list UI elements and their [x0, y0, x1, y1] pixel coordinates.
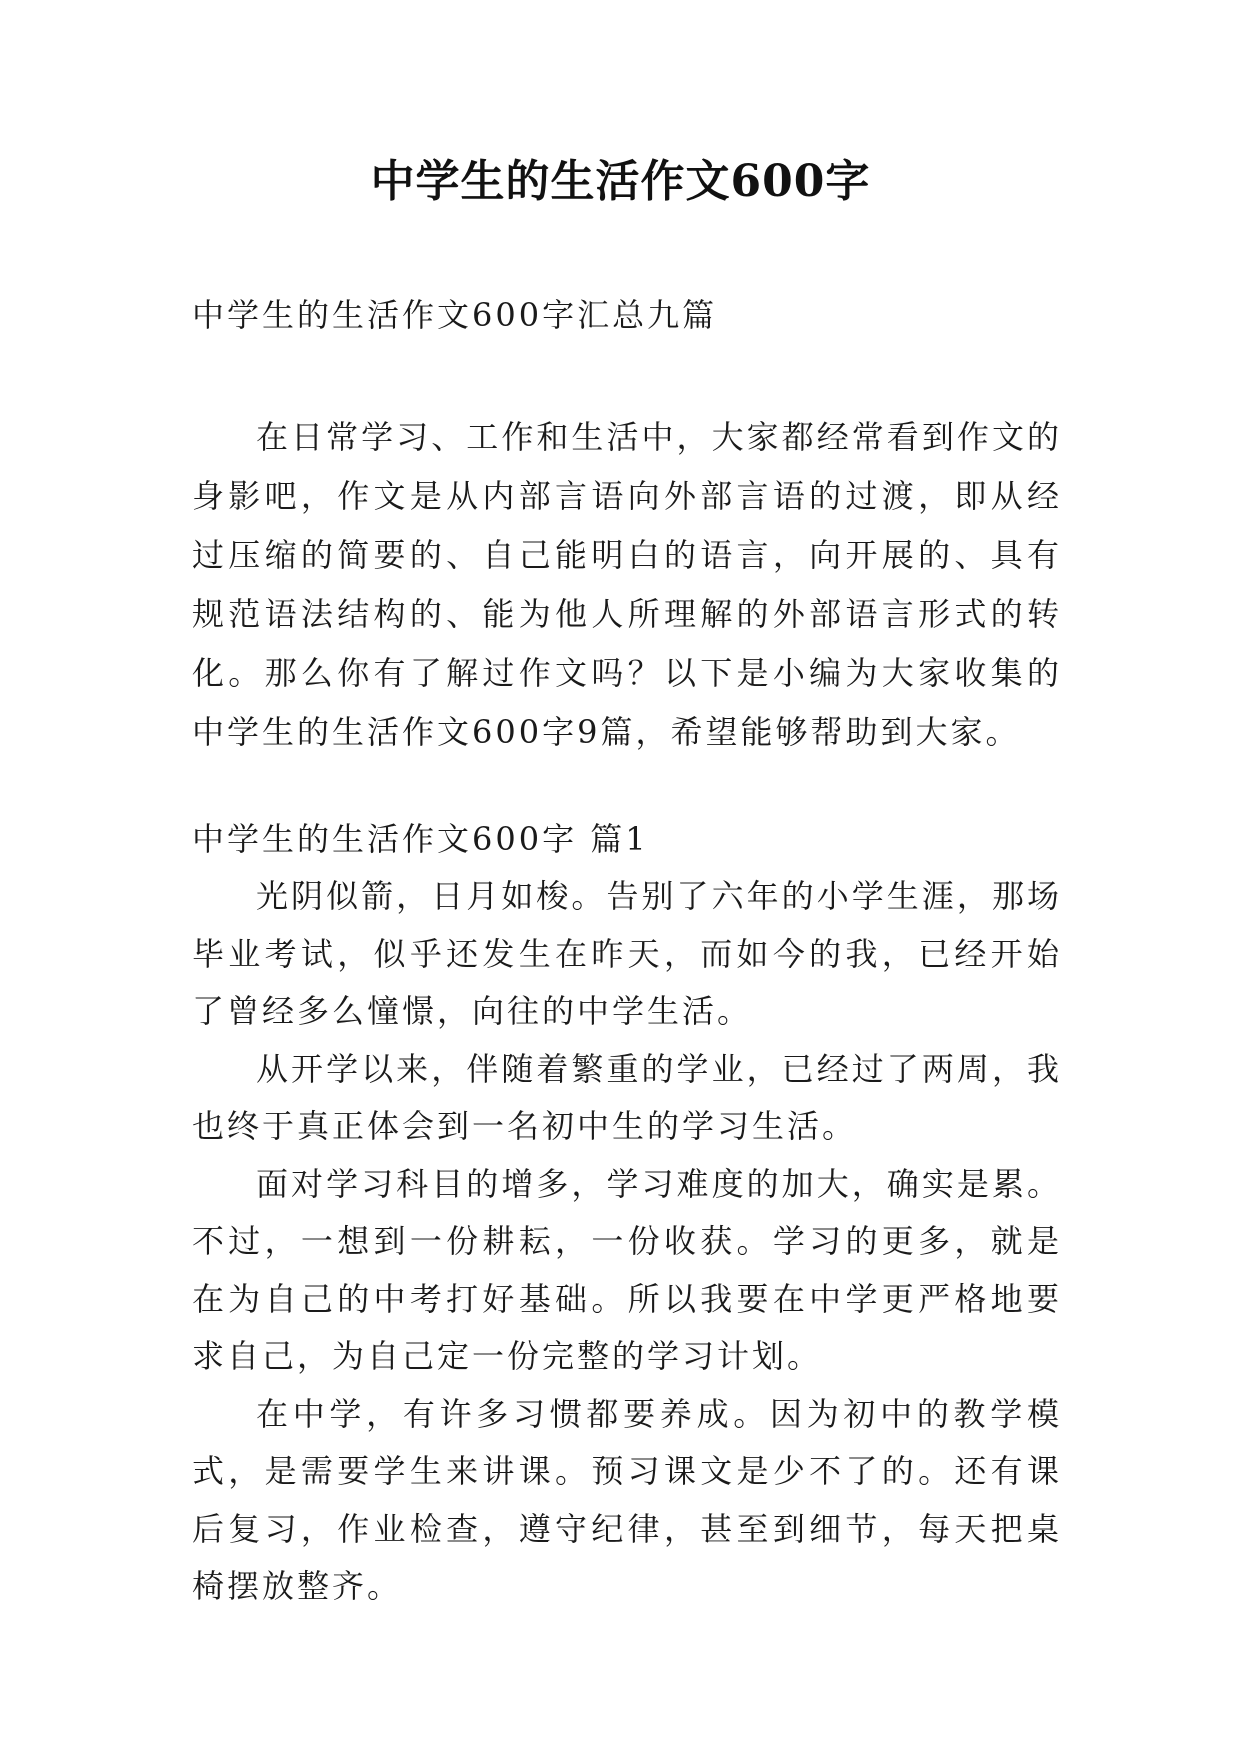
intro-section: [192, 408, 1062, 762]
essay-body: [192, 868, 1062, 1616]
essay-paragraph: 在中学，有许多习惯都要养成。因为初中的教学模式，是需要学生来讲课。预习课文是少不了的。还有课后复习，作业检查，遵守纪律，甚至到细节，每天把桌椅摆放整齐。: [192, 1394, 1062, 1605]
essay-paragraph: 面对学习科目的增多，学习难度的加大，确实是累。不过，一想到一份耕耘，一份收获。学习的更多，就是在为自己的中考打好基础。所以我要在中学更严格地要求自己，为自己定一份完整的学习计划。: [192, 1164, 1062, 1375]
document-subtitle: 中学生的生活作文600字汇总九篇: [192, 296, 718, 334]
essay-heading: 中学生的生活作文600字 篇1: [192, 820, 649, 858]
intro-paragraph: 在日常学习、工作和生活中，大家都经常看到作文的身影吧，作文是从内部言语向外部言语的过渡，即从经过压缩的简要的、自己能明白的语言，向开展的、具有规范语法结构的、能为他人所理解的外部语言形式的转化。那么你有了解过作文吗？以下是小编为大家收集的中学生的生活作文600字9篇，希望能够帮助到大家。: [192, 418, 1062, 751]
essay-paragraph: 光阴似箭，日月如梭。告别了六年的小学生涯，那场毕业考试，似乎还发生在昨天，而如今的我，已经开始了曾经多么憧憬，向往的中学生活。: [192, 877, 1062, 1030]
document-title: 中学生的生活作文600字: [370, 156, 871, 207]
essay-paragraph: 从开学以来，伴随着繁重的学业，已经过了两周，我也终于真正体会到一名初中生的学习生活。: [192, 1049, 1062, 1145]
